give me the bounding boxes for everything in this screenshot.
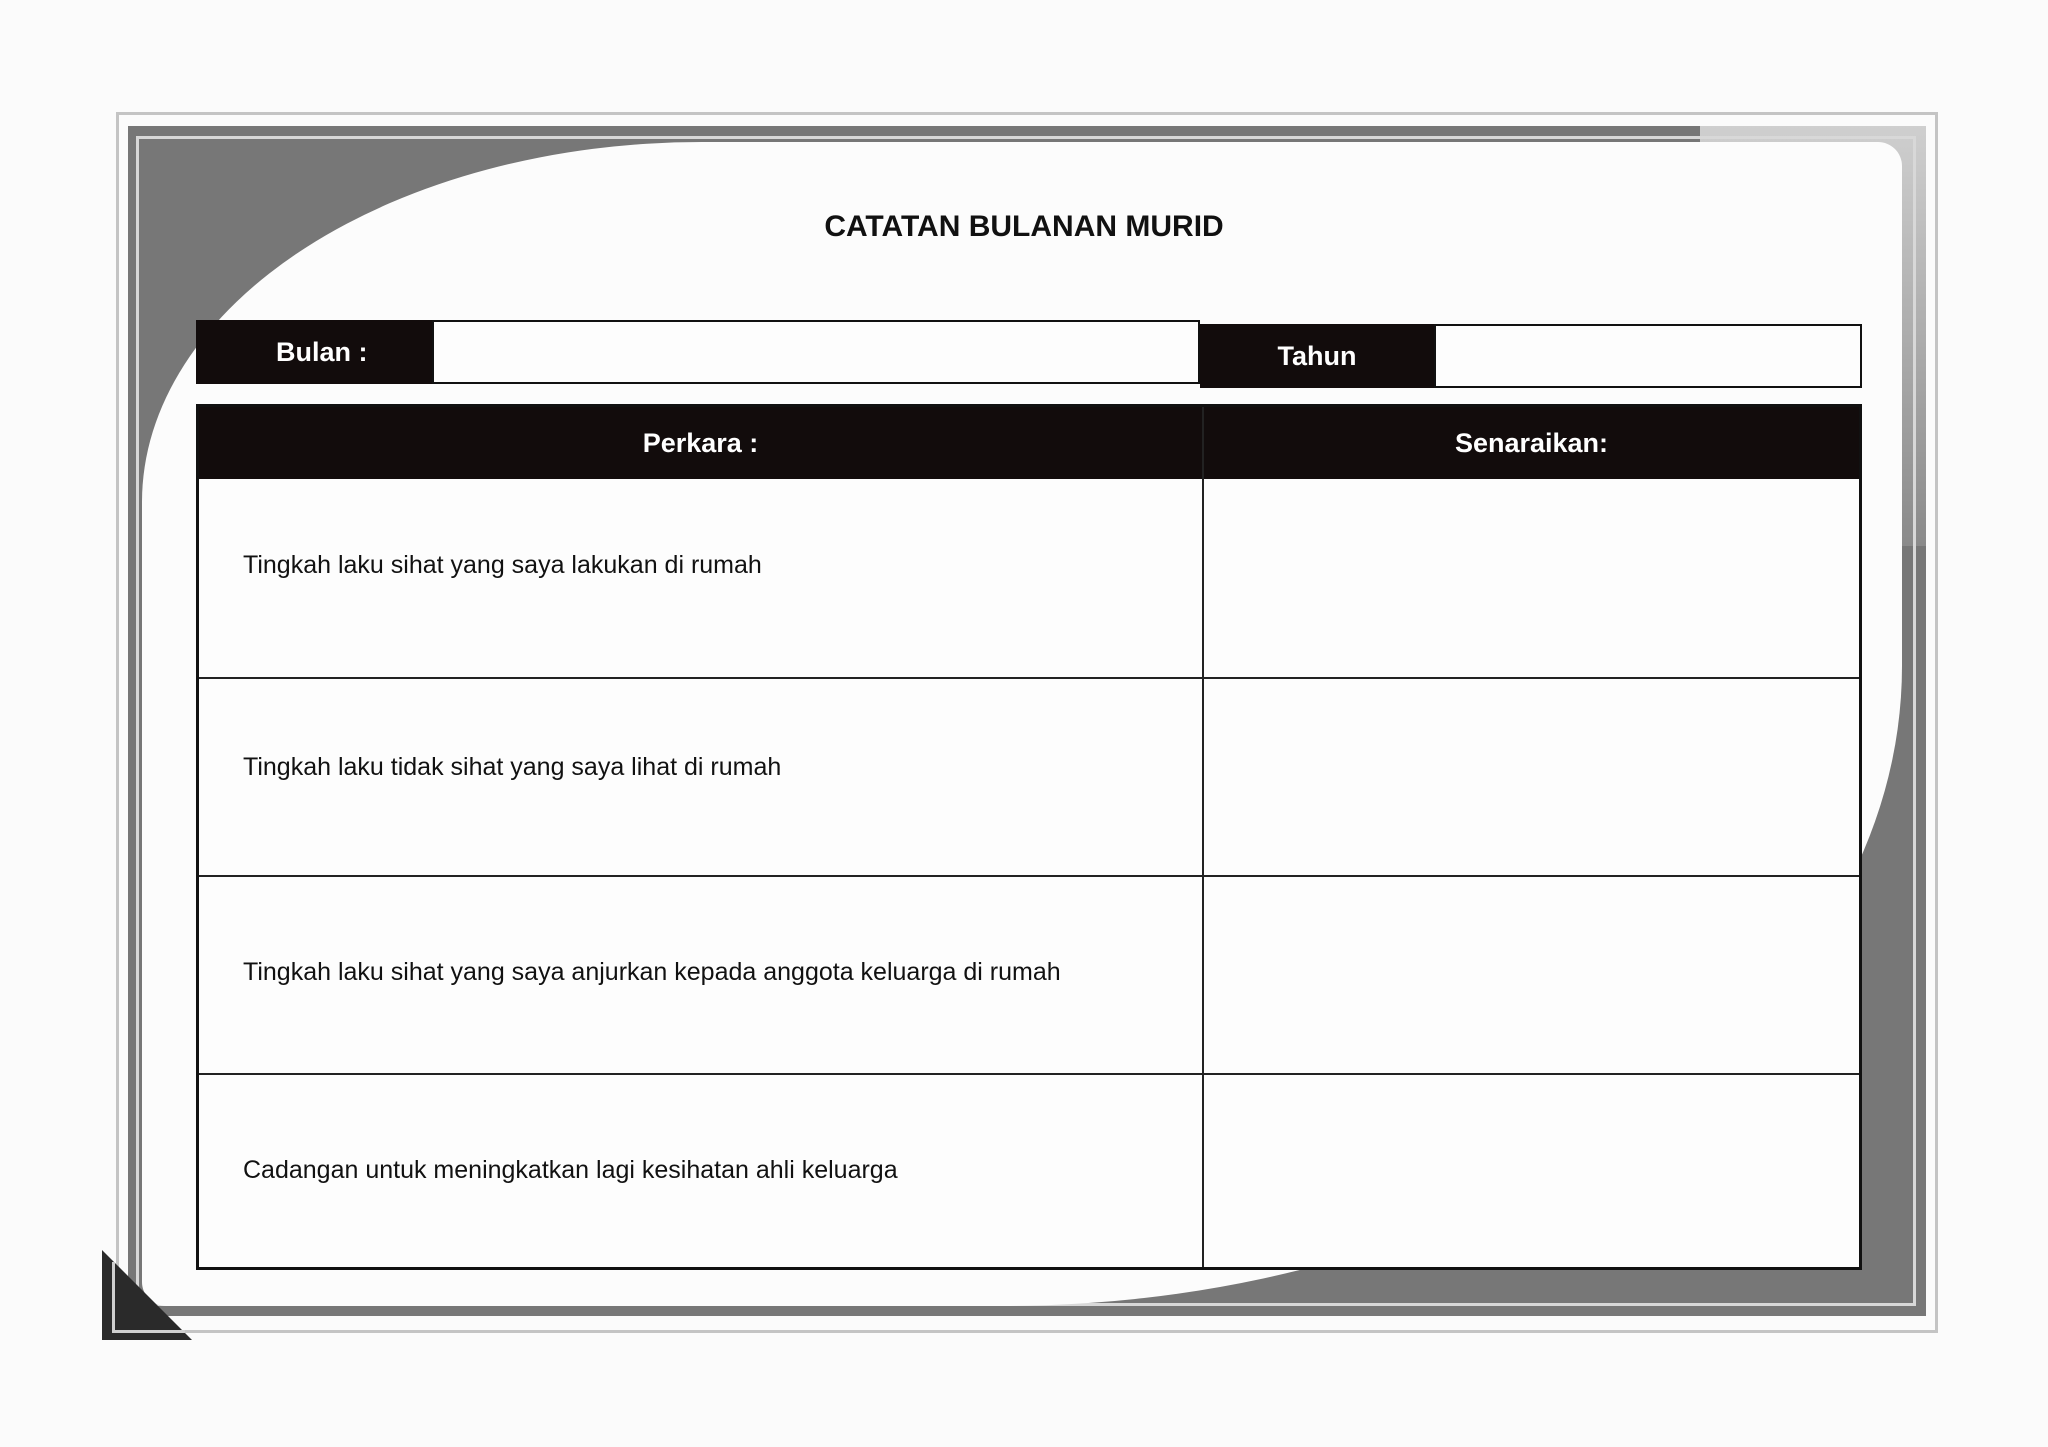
year-label: Tahun: [1200, 324, 1434, 388]
record-table: [196, 404, 1862, 1270]
row-item-3: Tingkah laku sihat yang saya anjurkan kepada anggota keluarga di rumah: [243, 958, 1061, 986]
answer-cell-2[interactable]: [1204, 679, 1859, 875]
row-item-4: Cadangan untuk meningkatkan lagi kesihatan ahli keluarga: [243, 1156, 898, 1184]
row-item-2: Tingkah laku tidak sihat yang saya lihat di rumah: [243, 753, 782, 781]
header-row: [196, 320, 1862, 384]
table-header: [199, 407, 1859, 479]
month-field[interactable]: [432, 320, 1200, 384]
answer-cell-4[interactable]: [1204, 1075, 1859, 1267]
answer-cell-3[interactable]: [1204, 877, 1859, 1073]
page-title: CATATAN BULANAN MURID: [824, 210, 1224, 243]
answer-cell-1[interactable]: [1204, 479, 1859, 677]
column-header-list: Senaraikan:: [1454, 427, 1609, 458]
column-header-item: Perkara :: [642, 427, 759, 458]
corner-ornament-line: [112, 1262, 185, 1333]
year-field[interactable]: [1434, 324, 1862, 388]
row-item-1: Tingkah laku sihat yang saya lakukan di rumah: [243, 551, 762, 579]
month-label: Bulan :: [196, 320, 432, 384]
